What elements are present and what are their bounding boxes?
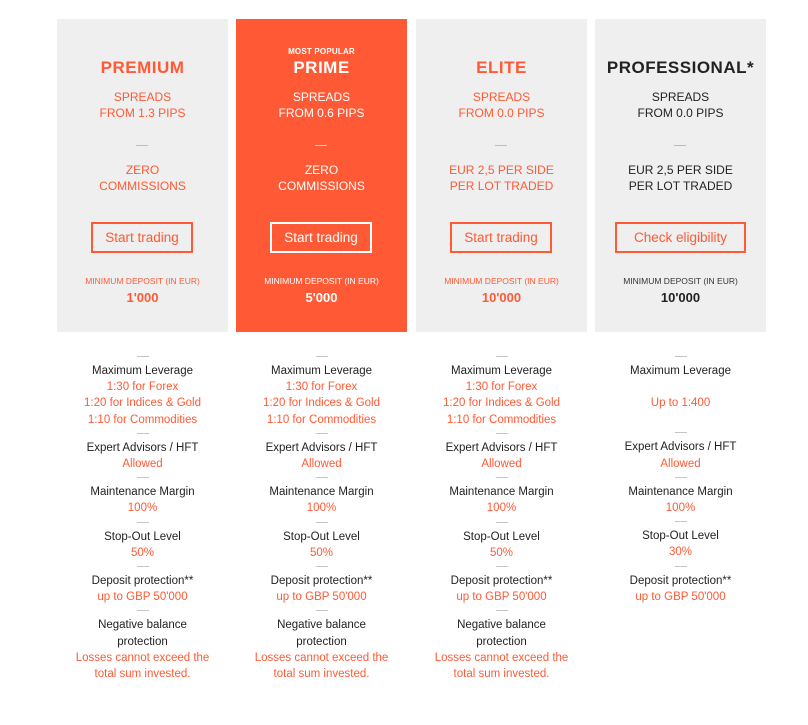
min-deposit-label: MINIMUM DEPOSIT (IN EUR) [623, 276, 738, 286]
divider [316, 610, 328, 611]
start-trading-button[interactable]: Start trading [91, 222, 193, 253]
divider [137, 610, 149, 611]
feature-deposit-protection: Deposit protection** up to GBP 50'000 [57, 566, 228, 605]
divider [495, 145, 507, 146]
feature-stop-out: Stop-Out Level 30% [595, 521, 766, 560]
plan-features [57, 352, 228, 682]
min-deposit-label: MINIMUM DEPOSIT (IN EUR) [444, 276, 559, 286]
divider [315, 145, 327, 146]
start-trading-button[interactable]: Start trading [270, 222, 372, 253]
divider [496, 566, 508, 567]
feature-maintenance-margin: Maintenance Margin 100% [236, 477, 407, 516]
divider [316, 522, 328, 523]
plan-features [595, 352, 766, 605]
divider [675, 477, 687, 478]
min-deposit-value: 10'000 [481, 290, 522, 305]
feature-stop-out: Stop-Out Level 50% [236, 522, 407, 561]
feature-stop-out: Stop-Out Level 50% [416, 522, 587, 561]
feature-negative-balance: Negative balance protection Losses cannot exceed the total sum invested. [416, 610, 587, 682]
min-deposit-value: 10'000 [660, 290, 701, 305]
plan-spreads: SPREADS FROM 0.0 PIPS [637, 90, 724, 120]
divider [316, 356, 328, 357]
feature-stop-out: Stop-Out Level 50% [57, 522, 228, 561]
divider [137, 566, 149, 567]
feature-deposit-protection: Deposit protection** up to GBP 50'000 [595, 566, 766, 605]
min-deposit-label: MINIMUM DEPOSIT (IN EUR) [85, 276, 200, 286]
divider [137, 433, 149, 434]
divider [137, 356, 149, 357]
divider [316, 566, 328, 567]
divider [137, 522, 149, 523]
plan-spreads: SPREADS FROM 1.3 PIPS [99, 90, 186, 120]
feature-negative-balance: Negative balance protection Losses cannot exceed the total sum invested. [236, 610, 407, 682]
plan-features [416, 352, 587, 682]
feature-maintenance-margin: Maintenance Margin 100% [595, 477, 766, 516]
divider [675, 356, 687, 357]
min-deposit-label: MINIMUM DEPOSIT (IN EUR) [264, 276, 379, 286]
divider [675, 432, 687, 433]
plan-commission: ZERO COMMISSIONS [278, 163, 365, 193]
divider [675, 521, 687, 522]
check-eligibility-button[interactable]: Check eligibility [615, 222, 746, 253]
feature-expert-advisors: Expert Advisors / HFT Allowed [57, 433, 228, 472]
min-deposit-value: 5'000 [305, 290, 338, 305]
divider [136, 145, 148, 146]
plan-name: ELITE [476, 58, 527, 77]
feature-expert-advisors: Expert Advisors / HFT Allowed [595, 432, 766, 471]
divider [316, 477, 328, 478]
plan-spreads: SPREADS FROM 0.6 PIPS [278, 90, 365, 120]
feature-leverage: Maximum Leverage Up to 1:400 [595, 356, 766, 427]
feature-negative-balance: Negative balance protection Losses cannot exceed the total sum invested. [57, 610, 228, 682]
divider [674, 145, 686, 146]
feature-expert-advisors: Expert Advisors / HFT Allowed [416, 433, 587, 472]
feature-leverage: Maximum Leverage 1:30 for Forex 1:20 for Indices & Gold 1:10 for Commodities [236, 356, 407, 428]
divider [496, 356, 508, 357]
plan-features [236, 352, 407, 682]
divider [316, 433, 328, 434]
plan-name: PROFESSIONAL* [606, 58, 755, 77]
divider [496, 610, 508, 611]
feature-maintenance-margin: Maintenance Margin 100% [57, 477, 228, 516]
divider [496, 522, 508, 523]
feature-deposit-protection: Deposit protection** up to GBP 50'000 [236, 566, 407, 605]
start-trading-button[interactable]: Start trading [450, 222, 552, 253]
plan-commission: ZERO COMMISSIONS [99, 163, 186, 193]
plan-spreads: SPREADS FROM 0.0 PIPS [458, 90, 545, 120]
divider [675, 566, 687, 567]
plan-name: PREMIUM [100, 58, 185, 77]
feature-deposit-protection: Deposit protection** up to GBP 50'000 [416, 566, 587, 605]
feature-leverage: Maximum Leverage 1:30 for Forex 1:20 for Indices & Gold 1:10 for Commodities [57, 356, 228, 428]
divider [137, 477, 149, 478]
plan-commission: EUR 2,5 PER SIDE PER LOT TRADED [628, 163, 733, 193]
most-popular-badge: MOST POPULAR [288, 47, 355, 56]
divider [496, 433, 508, 434]
feature-leverage: Maximum Leverage 1:30 for Forex 1:20 for Indices & Gold 1:10 for Commodities [416, 356, 587, 428]
feature-maintenance-margin: Maintenance Margin 100% [416, 477, 587, 516]
plan-name: PRIME [293, 58, 350, 77]
min-deposit-value: 1'000 [126, 290, 159, 305]
feature-expert-advisors: Expert Advisors / HFT Allowed [236, 433, 407, 472]
divider [496, 477, 508, 478]
plan-commission: EUR 2,5 PER SIDE PER LOT TRADED [449, 163, 554, 193]
